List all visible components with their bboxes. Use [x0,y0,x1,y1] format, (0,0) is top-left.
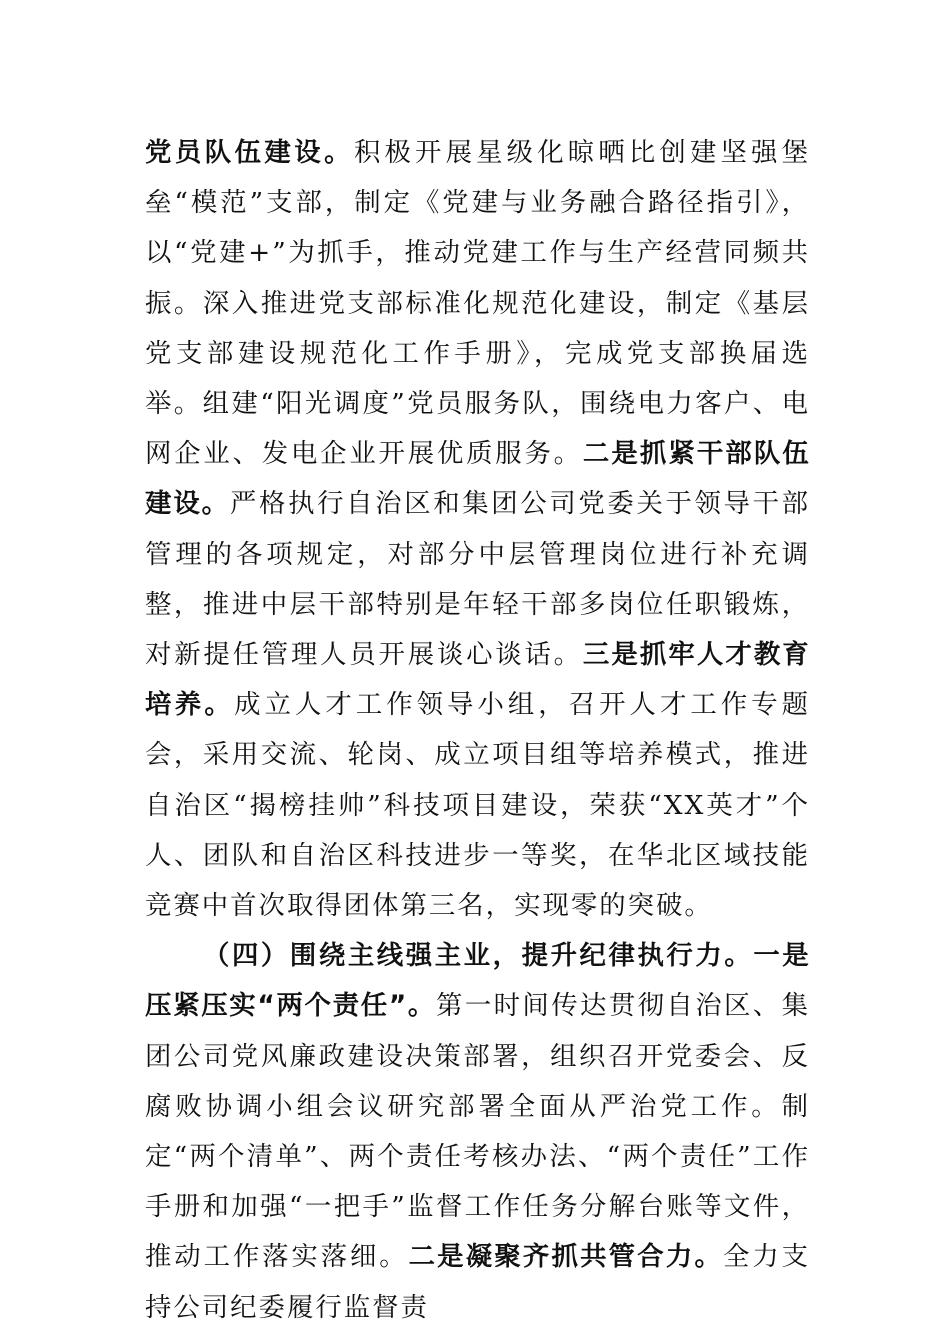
paragraph-team-building [145,128,810,931]
document-page [145,128,810,1333]
body-text: 第一时间传达贯彻自治区、集团公司党风廉政建设决策部署，组织召开党委会、反腐败协调小组会议研究部署全面从严治党工作。制定“两个清单”、两个责任考核办法、“两个责任”工作手册和加强“一把手”监督工作任务分解台账等文件，推动工作落实落细。 [145,990,811,1273]
bold-heading-talent-training: 三是抓牢人才教育培养。 [145,639,811,721]
body-text: 积极开展星级化晾晒比创建坚强堡垒“模范”支部，制定《党建与业务融合路径指引》，以“党建+”为抓手，推动党建工作与生产经营同频共振。深入推进党支部标准化规范化建设，制定《基层党支部建设规范化工作手册》，完成党支部换届选举。组建“阳光调度”党员服务队，围绕电力客户、电网企业、发电企业开展优质服务。 [145,137,810,470]
bold-heading-joint-management: 二是凝聚齐抓共管合力。 [408,1241,724,1273]
bold-heading-party-members: 党员队伍建设。 [145,137,354,168]
paragraph-section-four [145,931,810,1333]
body-text: 成立人才工作领导小组，召开人才工作专题会，采用交流、轮岗、成立项目组等培养模式，推进自治区“揭榜挂帅”科技项目建设，荣获“XX英才”个人、团队和自治区科技进步一等奖，在华北区域技能竞赛中首次取得团体第三名，实现零的突破。 [145,689,811,922]
body-text: 严格执行自治区和集团公司党委关于领导干部管理的各项规定，对部分中层管理岗位进行补充调整，推进中层干部特别是年轻干部多岗位任职锻炼，对新提任管理人员开展谈心谈话。 [145,488,810,671]
bold-heading-cadre-team: 二是抓紧干部队伍建设。 [145,438,811,520]
body-text: 全力支持公司纪委履行监督责 [145,1241,810,1323]
section-heading-four: （四）围绕主线强主业，提升纪律执行力。一是压紧压实“两个责任”。 [145,940,810,1022]
